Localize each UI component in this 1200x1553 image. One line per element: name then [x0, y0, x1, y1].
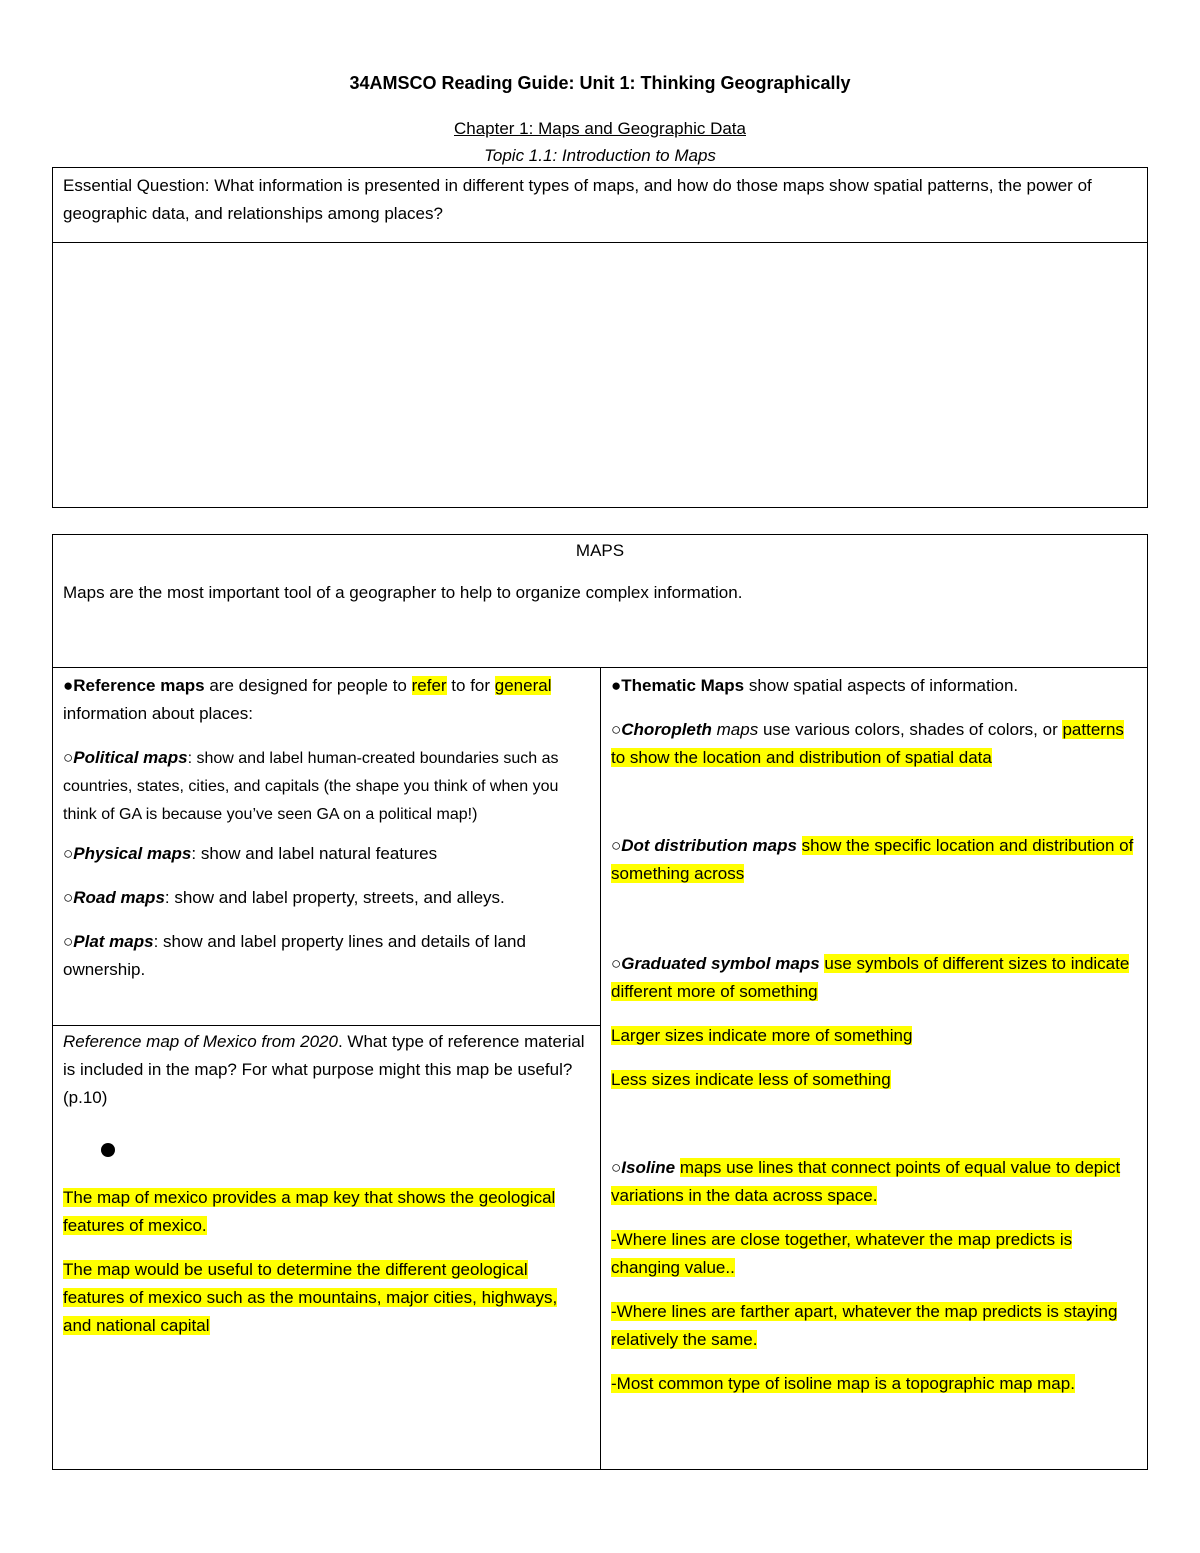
bullet-icon: ● [611, 676, 622, 695]
mexico-answer-2 [63, 1256, 590, 1340]
mexico-answer-2-text: The map would be useful to determine the different geological features of mexico such as the mountains, major cities, highways, and national capital [63, 1260, 558, 1335]
road-maps-item [63, 884, 590, 912]
bullet-icon: ● [63, 676, 74, 695]
political-maps-item [63, 744, 590, 828]
isoline-apart-item [611, 1298, 1137, 1354]
document-title: 34AMSCO Reading Guide: Unit 1: Thinking Geographically [349, 73, 851, 93]
road-maps-term: ○Road maps [63, 888, 165, 907]
thematic-intro-text: show spatial aspects of information. [744, 676, 1019, 695]
reference-intro-text: to for [446, 676, 495, 695]
reference-maps-term: Reference maps [73, 676, 205, 695]
essential-question-box [52, 167, 1148, 243]
graduated-symbol-highlight: use symbols of different sizes to indicate different more of something [611, 954, 1130, 1001]
less-sizes-item [611, 1066, 1137, 1094]
isoline-common-item [611, 1370, 1137, 1398]
isoline-item [611, 1154, 1137, 1210]
answer-bullet [63, 1142, 590, 1162]
choropleth-text: use various colors, shades of colors, or [758, 720, 1063, 739]
graduated-symbol-item [611, 950, 1137, 1006]
isoline-close-item [611, 1226, 1137, 1282]
essential-question-text: Essential Question: What information is presented in different types of maps, and how do those maps show spatial patterns, the power of geographic data, and relationships among places? [63, 176, 1092, 223]
mexico-question-text: . What type of reference material is included in the map? For what purpose might this map be useful? (p.10) [63, 1032, 585, 1107]
mexico-map-title: Reference map of Mexico from 2020 [63, 1032, 338, 1051]
graduated-symbol-term: ○Graduated symbol maps [611, 954, 820, 973]
isoline-apart-text: -Where lines are farther apart, whatever the map predicts is staying relatively the same. [611, 1302, 1118, 1349]
mexico-map-question-cell [52, 1025, 601, 1470]
choropleth-highlight: patterns to show the location and distribution of spatial data [611, 720, 1124, 767]
mexico-answer-1 [63, 1184, 590, 1240]
reference-maps-cell [52, 667, 601, 1026]
road-maps-text: : show and label property, streets, and alleys. [164, 888, 505, 907]
larger-sizes-item [611, 1022, 1137, 1050]
plat-maps-text: : show and label property lines and details of land ownership. [63, 932, 526, 979]
topic-heading: Topic 1.1: Introduction to Maps [484, 146, 716, 165]
isoline-highlight: maps use lines that connect points of equal value to depict variations in the data across space. [611, 1158, 1121, 1205]
reference-intro-text: information about places: [63, 704, 253, 723]
larger-sizes-text: Larger sizes indicate more of something [611, 1026, 913, 1045]
maps-heading: MAPS [575, 541, 625, 560]
maps-description: Maps are the most important tool of a geographer to help to organize complex information. [63, 583, 743, 602]
reference-intro-text: are designed for people to [204, 676, 412, 695]
bullet-dot-icon [101, 1143, 115, 1157]
dot-distribution-term: ○Dot distribution maps [611, 836, 797, 855]
highlight-refer: refer [411, 676, 447, 695]
choropleth-maps-word: maps [711, 720, 759, 739]
mexico-question [63, 1028, 590, 1112]
notes-area[interactable] [52, 242, 1148, 508]
physical-maps-item [63, 840, 590, 868]
political-maps-text: : show and label human-created boundaries such as countries, states, cities, and capitals (the shape you think of when you think of GA is because you’ve seen GA on a political map!) [63, 750, 559, 823]
dot-distribution-highlight: show the specific location and distribution of something across [611, 836, 1134, 883]
choropleth-item [611, 716, 1137, 772]
highlight-general: general [494, 676, 552, 695]
reference-maps-intro [63, 672, 590, 728]
mexico-answer-1-text: The map of mexico provides a map key that shows the geological features of mexico. [63, 1188, 556, 1235]
maps-section-header [52, 534, 1148, 668]
plat-maps-term: ○Plat maps [63, 932, 154, 951]
isoline-close-text: -Where lines are close together, whatever the map predicts is changing value.. [611, 1230, 1073, 1277]
political-maps-term: ○Political maps [63, 748, 188, 767]
less-sizes-text: Less sizes indicate less of something [611, 1070, 891, 1089]
isoline-term: ○Isoline [611, 1158, 676, 1177]
plat-maps-item [63, 928, 590, 984]
thematic-maps-cell [600, 667, 1148, 1470]
chapter-heading: Chapter 1: Maps and Geographic Data [453, 119, 746, 138]
dot-distribution-item [611, 832, 1137, 888]
isoline-common-text: -Most common type of isoline map is a topographic map map. [611, 1374, 1075, 1393]
thematic-maps-term: Thematic Maps [621, 676, 745, 695]
choropleth-term: ○Choropleth [611, 720, 712, 739]
physical-maps-text: : show and label natural features [191, 844, 438, 863]
thematic-maps-intro [611, 672, 1137, 700]
physical-maps-term: ○Physical maps [63, 844, 192, 863]
